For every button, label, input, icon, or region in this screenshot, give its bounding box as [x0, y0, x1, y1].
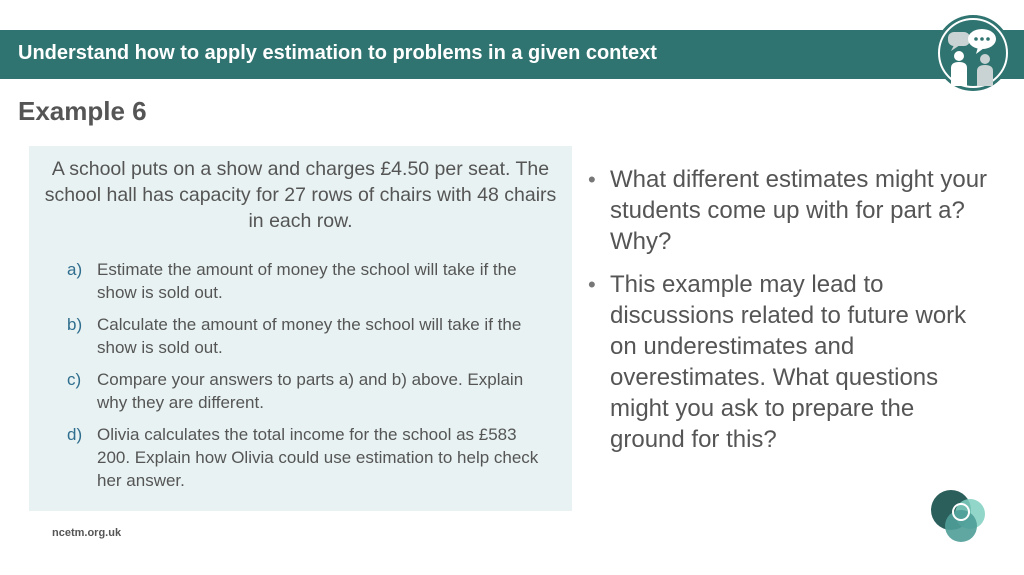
problem-part-c — [67, 368, 547, 414]
slide-title: Understand how to apply estimation to problems in a given context — [18, 42, 657, 64]
part-text: Olivia calculates the total income for the school as £583 200. Explain how Olivia could use estimation to help check her answer. — [97, 425, 539, 490]
part-text: Compare your answers to parts a) and b) above. Explain why they are different. — [97, 370, 524, 412]
note-text: What different estimates might your students come up with for part a? Why? — [610, 166, 988, 255]
part-text: Calculate the amount of money the school will take if the show is sold out. — [97, 315, 522, 357]
example-heading: Example 6 — [18, 96, 147, 126]
ncetm-logo-icon — [927, 488, 989, 544]
part-letter: c) — [67, 370, 82, 389]
problem-parts — [67, 258, 547, 501]
problem-part-b — [67, 313, 547, 359]
bullet-dot-icon: • — [588, 272, 596, 297]
problem-intro: A school puts on a show and charges £4.50 per seat. The school hall has capacity for 27 rows of chairs with 48 chairs in each row. — [44, 158, 557, 232]
note-text: This example may lead to discussions related to future work on underestimates and overestimates. What questions might you ask to prepare the ground for this? — [610, 271, 967, 453]
part-letter: b) — [67, 315, 83, 334]
problem-box — [29, 146, 572, 511]
footer-url: ncetm.org.uk — [52, 527, 122, 539]
note-bullet — [588, 164, 988, 257]
header-banner — [0, 30, 1024, 79]
teacher-notes — [588, 164, 988, 467]
problem-part-a — [67, 258, 547, 304]
bullet-dot-icon: • — [588, 167, 596, 192]
part-text: Estimate the amount of money the school will take if the show is sold out. — [97, 260, 517, 302]
problem-part-d — [67, 423, 547, 492]
discussion-people-icon — [934, 14, 1012, 92]
part-letter: d) — [67, 425, 83, 444]
part-letter: a) — [67, 260, 83, 279]
note-bullet — [588, 269, 988, 455]
